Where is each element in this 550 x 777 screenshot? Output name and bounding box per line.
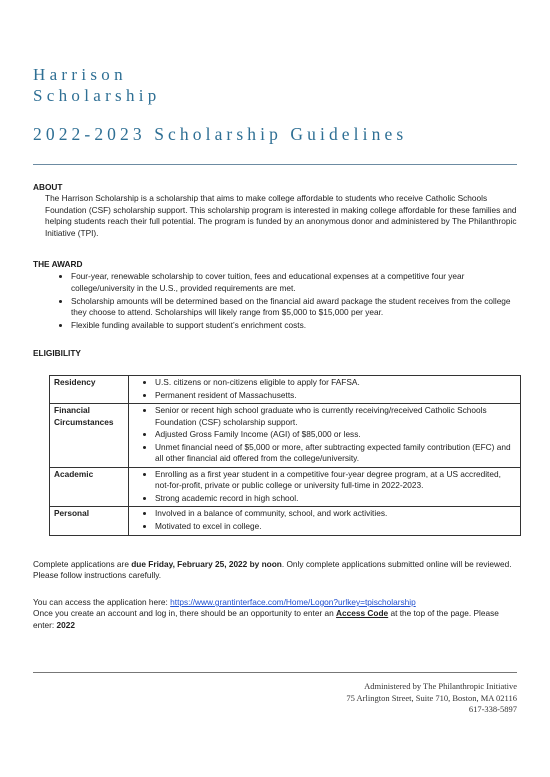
award-list xyxy=(33,271,521,331)
list-item: • Strong academic record in high school. xyxy=(155,493,516,504)
eligibility-category: Personal xyxy=(50,507,129,535)
header-divider xyxy=(33,164,517,165)
footer-line-2: 75 Arlington Street, Suite 710, Boston, MA 02116 xyxy=(346,692,517,703)
deadline-date: due Friday, February 25, 2022 by noon xyxy=(131,559,282,569)
eligibility-category: Residency xyxy=(50,376,129,404)
deadline-text: Complete applications are xyxy=(33,559,132,569)
document-subtitle: 2022-2023 Scholarship Guidelines xyxy=(33,124,408,144)
table-row xyxy=(50,404,521,468)
eligibility-table xyxy=(49,375,521,536)
eligibility-criteria xyxy=(129,507,521,535)
list-item: • U.S. citizens or non-citizens eligible to apply for FAFSA. xyxy=(155,377,516,388)
eligibility-heading: ELIGIBILITY xyxy=(33,348,81,358)
table-row xyxy=(50,467,521,507)
footer-line-1: Administered by The Philanthropic Initiative xyxy=(364,681,517,691)
about-heading: ABOUT xyxy=(33,182,63,192)
award-heading: THE AWARD xyxy=(33,259,83,269)
access-paragraph xyxy=(33,597,521,631)
table-row xyxy=(50,507,521,535)
deadline-text-end: . Only complete applications submitted online will be reviewed. Please follow instructions carefully. xyxy=(33,559,512,581)
access-code-label: Access Code xyxy=(336,608,389,619)
award-item: • Scholarship amounts will be determined based on the financial aid award package the student receives from the college they choose to attend. Scholarships will likely range from $5,000 to $15,000 per year. xyxy=(71,296,521,319)
award-item: • Flexible funding available to support student’s enrichment costs. xyxy=(71,320,521,331)
title-line-1: Harrison xyxy=(33,65,127,84)
about-text: The Harrison Scholarship is a scholarship that aims to make college affordable to students who receive Catholic Schools Foundation (CSF) scholarship support. This scholarship program is interested in making college affordable for these families and helping students reach their full potential. The program is funded by an anonymous donor and administered by The Philanthropic Initiative (TPI). xyxy=(45,193,517,238)
application-link[interactable]: https://www.grantinterface.com/Home/Logon?urlkey=tpischolarship xyxy=(170,597,416,607)
list-item: • Motivated to excel in college. xyxy=(155,521,516,532)
footer xyxy=(346,681,517,716)
list-item: • Senior or recent high school graduate who is currently receiving/received Catholic Schools Foundation (CSF) scholarship support. xyxy=(155,405,516,428)
title-line-2: Scholarship xyxy=(33,86,161,105)
eligibility-criteria xyxy=(129,467,521,507)
list-item: • Adjusted Gross Family Income (AGI) of $85,000 or less. xyxy=(155,429,516,440)
access-code-text: Once you create an account and log in, there should be an opportunity to enter an xyxy=(33,608,337,619)
eligibility-category: Financial Circumstances xyxy=(50,404,129,468)
eligibility-criteria xyxy=(129,376,521,404)
access-code-text-mid: at the top of the page. Please enter: xyxy=(33,608,499,630)
footer-line-3: 617-338-5897 xyxy=(468,704,517,714)
access-text: You can access the application here: xyxy=(33,597,171,607)
award-item: • Four-year, renewable scholarship to cover tuition, fees and educational expenses at a competitive four year college/university in the U.S., provided requirements are met. xyxy=(71,271,521,294)
access-code-value: 2022 xyxy=(56,619,75,630)
list-item: • Enrolling as a first year student in a competitive four-year degree program, at a US accredited, not-for-profit, private or public college or university full-time in 2022-2023. xyxy=(155,469,516,492)
document-title xyxy=(33,64,161,106)
deadline-paragraph xyxy=(33,559,521,582)
eligibility-section xyxy=(33,348,521,359)
list-item: • Involved in a balance of community, school, and work activities. xyxy=(155,508,516,519)
award-section xyxy=(33,259,521,333)
table-row xyxy=(50,376,521,404)
about-section xyxy=(33,182,521,239)
eligibility-category: Academic xyxy=(50,467,129,507)
eligibility-criteria xyxy=(129,404,521,468)
footer-divider xyxy=(33,672,517,673)
list-item: • Permanent resident of Massachusetts. xyxy=(155,390,516,401)
list-item: • Unmet financial need of $5,000 or more, after subtracting expected family contribution (EFC) and all other financial aid offered from the college/university. xyxy=(155,442,516,465)
